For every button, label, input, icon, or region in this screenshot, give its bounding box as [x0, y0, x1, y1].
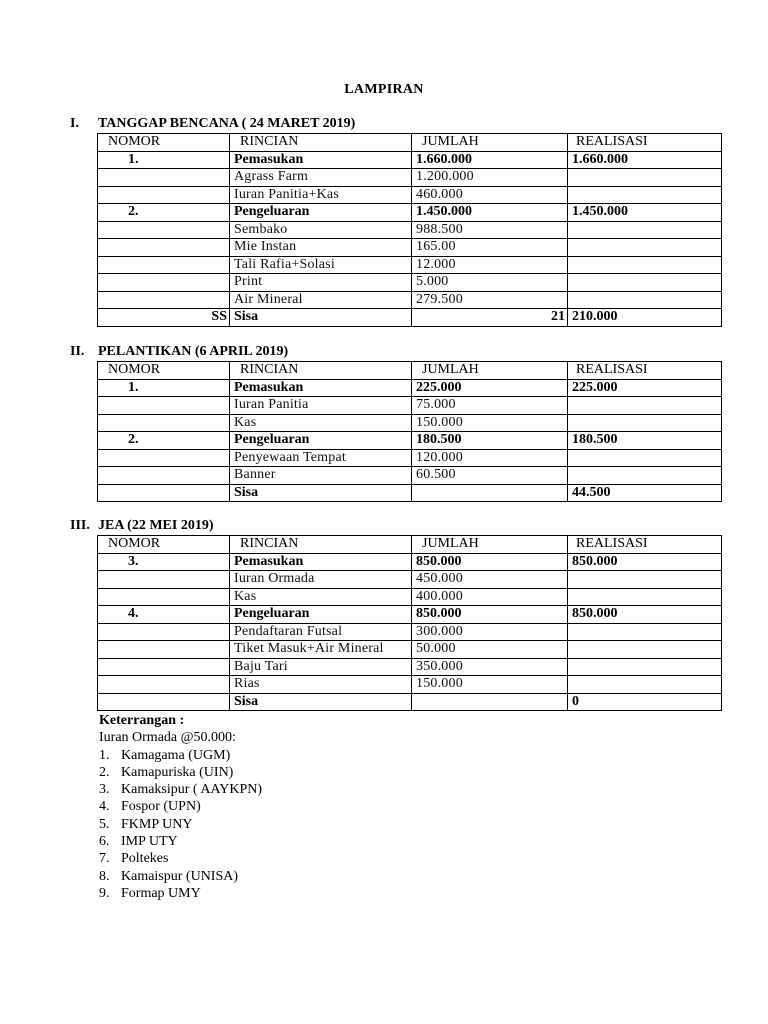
cell-jumlah: 225.000 [412, 379, 568, 397]
cell-realisasi: 225.000 [568, 379, 722, 397]
cell-nomor: 1. [98, 379, 230, 397]
cell-jumlah: 21 [412, 309, 568, 327]
cell-realisasi: 0 [568, 693, 722, 711]
cell-nomor [98, 291, 230, 309]
table-row [98, 204, 722, 222]
ledger-table [97, 535, 722, 711]
table-header-row [98, 362, 722, 380]
cell-jumlah [412, 693, 568, 711]
section-heading [70, 518, 214, 534]
table-row [98, 379, 722, 397]
cell-nomor [98, 658, 230, 676]
list-item [99, 816, 262, 833]
list-item [99, 868, 262, 885]
cell-jumlah: 988.500 [412, 221, 568, 239]
header-rincian: RINCIAN [230, 134, 412, 152]
cell-realisasi [568, 676, 722, 694]
table-header-row [98, 536, 722, 554]
cell-jumlah: 60.500 [412, 467, 568, 485]
cell-rincian: Banner [230, 467, 412, 485]
cell-realisasi: 1.450.000 [568, 204, 722, 222]
table-row [98, 641, 722, 659]
cell-realisasi [568, 186, 722, 204]
cell-rincian: Iuran Ormada [230, 571, 412, 589]
cell-nomor: 4. [98, 606, 230, 624]
cell-rincian: Pemasukan [230, 151, 412, 169]
ledger-table [97, 361, 722, 502]
cell-nomor [98, 467, 230, 485]
cell-rincian: Baju Tari [230, 658, 412, 676]
table-row [98, 221, 722, 239]
table-row [98, 274, 722, 292]
cell-rincian: Iuran Panitia [230, 397, 412, 415]
cell-realisasi [568, 571, 722, 589]
cell-jumlah: 120.000 [412, 449, 568, 467]
page-title: LAMPIRAN [344, 82, 424, 97]
list-item-text: Kamaispur (UNISA) [121, 868, 239, 884]
cell-realisasi [568, 641, 722, 659]
cell-nomor [98, 221, 230, 239]
table-row [98, 676, 722, 694]
table-row [98, 623, 722, 641]
cell-jumlah: 1.660.000 [412, 151, 568, 169]
list-item [99, 764, 262, 781]
list-item-number: 6. [99, 834, 110, 850]
cell-realisasi [568, 239, 722, 257]
cell-jumlah [412, 484, 568, 502]
cell-rincian: Pemasukan [230, 553, 412, 571]
cell-nomor [98, 186, 230, 204]
list-item-text: Fospor (UPN) [121, 799, 201, 815]
cell-jumlah: 50.000 [412, 641, 568, 659]
cell-nomor [98, 274, 230, 292]
cell-rincian: Tiket Masuk+Air Mineral [230, 641, 412, 659]
cell-nomor [98, 693, 230, 711]
table-row [98, 239, 722, 257]
cell-rincian: Pengeluaran [230, 204, 412, 222]
cell-jumlah: 150.000 [412, 676, 568, 694]
table-row [98, 588, 722, 606]
cell-jumlah: 400.000 [412, 588, 568, 606]
cell-rincian: Print [230, 274, 412, 292]
list-item-text: Kamapuriska (UIN) [121, 764, 234, 780]
cell-rincian: Sisa [230, 693, 412, 711]
cell-realisasi [568, 658, 722, 676]
cell-nomor [98, 588, 230, 606]
notes-heading: Keterrangan : [99, 713, 185, 728]
cell-rincian: Iuran Panitia+Kas [230, 186, 412, 204]
cell-rincian: Pendaftaran Futsal [230, 623, 412, 641]
cell-realisasi: 210.000 [568, 309, 722, 327]
cell-nomor [98, 571, 230, 589]
cell-nomor: 3. [98, 553, 230, 571]
cell-jumlah: 75.000 [412, 397, 568, 415]
header-rincian: RINCIAN [230, 362, 412, 380]
ledger-table [97, 133, 722, 327]
header-jumlah: JUMLAH [412, 536, 568, 554]
list-item-number: 8. [99, 868, 110, 884]
list-item-text: Formap UMY [121, 885, 201, 901]
cell-realisasi [568, 449, 722, 467]
list-item [99, 885, 262, 902]
section-number: III. [70, 518, 90, 533]
table-row [98, 467, 722, 485]
cell-realisasi [568, 467, 722, 485]
list-item-number: 3. [99, 782, 110, 798]
cell-jumlah: 850.000 [412, 606, 568, 624]
list-item-text: Kamaksipur ( AAYKPN) [121, 782, 263, 798]
cell-nomor: 1. [98, 151, 230, 169]
cell-realisasi: 1.660.000 [568, 151, 722, 169]
table-row [98, 571, 722, 589]
list-item-number: 7. [99, 851, 110, 867]
cell-realisasi [568, 169, 722, 187]
cell-rincian: Agrass Farm [230, 169, 412, 187]
cell-realisasi [568, 397, 722, 415]
table-row [98, 449, 722, 467]
cell-rincian: Rias [230, 676, 412, 694]
cell-rincian: Pengeluaran [230, 606, 412, 624]
cell-realisasi: 44.500 [568, 484, 722, 502]
table-header-row [98, 134, 722, 152]
cell-rincian: Air Mineral [230, 291, 412, 309]
section-number: II. [70, 344, 85, 359]
cell-nomor [98, 256, 230, 274]
table-row [98, 432, 722, 450]
cell-rincian: Kas [230, 414, 412, 432]
notes-list [99, 747, 262, 903]
cell-jumlah: 450.000 [412, 571, 568, 589]
list-item-text: Poltekes [121, 851, 169, 867]
cell-nomor [98, 414, 230, 432]
table-row [98, 256, 722, 274]
header-realisasi: REALISASI [568, 362, 722, 380]
list-item-number: 1. [99, 747, 110, 763]
cell-nomor: SS [98, 309, 230, 327]
list-item-text: FKMP UNY [121, 816, 193, 832]
list-item [99, 781, 262, 798]
header-rincian: RINCIAN [230, 536, 412, 554]
table-row [98, 397, 722, 415]
table-row [98, 553, 722, 571]
cell-nomor [98, 676, 230, 694]
cell-jumlah: 460.000 [412, 186, 568, 204]
table-row [98, 658, 722, 676]
cell-nomor [98, 169, 230, 187]
cell-nomor [98, 449, 230, 467]
cell-jumlah: 300.000 [412, 623, 568, 641]
list-item [99, 833, 262, 850]
list-item [99, 798, 262, 815]
header-nomor: NOMOR [98, 536, 230, 554]
list-item-number: 5. [99, 816, 110, 832]
cell-realisasi [568, 291, 722, 309]
section-heading [70, 116, 355, 132]
cell-rincian: Sembako [230, 221, 412, 239]
list-item-number: 9. [99, 885, 110, 901]
cell-rincian: Mie Instan [230, 239, 412, 257]
section-title: TANGGAP BENCANA ( 24 MARET 2019) [98, 116, 356, 131]
cell-jumlah: 165.00 [412, 239, 568, 257]
header-jumlah: JUMLAH [412, 134, 568, 152]
cell-nomor: 2. [98, 204, 230, 222]
cell-realisasi [568, 588, 722, 606]
cell-rincian: Sisa [230, 309, 412, 327]
cell-rincian: Pengeluaran [230, 432, 412, 450]
cell-jumlah: 180.500 [412, 432, 568, 450]
cell-realisasi [568, 221, 722, 239]
section-title: PELANTIKAN (6 APRIL 2019) [98, 344, 289, 359]
table-row [98, 606, 722, 624]
cell-realisasi [568, 256, 722, 274]
table-row [98, 291, 722, 309]
list-item-text: Kamagama (UGM) [121, 747, 231, 763]
sisa-row [98, 309, 722, 327]
cell-rincian: Pemasukan [230, 379, 412, 397]
table-row [98, 169, 722, 187]
cell-jumlah: 1.200.000 [412, 169, 568, 187]
cell-jumlah: 5.000 [412, 274, 568, 292]
section-heading [70, 344, 288, 360]
list-item [99, 850, 262, 867]
cell-realisasi [568, 274, 722, 292]
cell-nomor: 2. [98, 432, 230, 450]
cell-jumlah: 1.450.000 [412, 204, 568, 222]
cell-realisasi [568, 414, 722, 432]
cell-nomor [98, 623, 230, 641]
cell-rincian: Sisa [230, 484, 412, 502]
list-item [99, 747, 262, 764]
header-nomor: NOMOR [98, 134, 230, 152]
list-item-number: 2. [99, 764, 110, 780]
cell-nomor [98, 484, 230, 502]
list-item-number: 4. [99, 799, 110, 815]
sisa-row [98, 484, 722, 502]
notes-block [99, 712, 262, 902]
section-title: JEA (22 MEI 2019) [98, 518, 214, 533]
cell-nomor [98, 397, 230, 415]
cell-jumlah: 12.000 [412, 256, 568, 274]
list-item-text: IMP UTY [121, 834, 178, 850]
table-row [98, 186, 722, 204]
header-jumlah: JUMLAH [412, 362, 568, 380]
header-realisasi: REALISASI [568, 134, 722, 152]
sisa-row [98, 693, 722, 711]
notes-subheading: Iuran Ormada @50.000: [99, 730, 236, 746]
cell-nomor [98, 641, 230, 659]
cell-realisasi: 850.000 [568, 553, 722, 571]
cell-jumlah: 350.000 [412, 658, 568, 676]
cell-jumlah: 150.000 [412, 414, 568, 432]
cell-rincian: Penyewaan Tempat [230, 449, 412, 467]
cell-rincian: Tali Rafia+Solasi [230, 256, 412, 274]
cell-jumlah: 279.500 [412, 291, 568, 309]
header-realisasi: REALISASI [568, 536, 722, 554]
cell-nomor [98, 239, 230, 257]
cell-realisasi: 180.500 [568, 432, 722, 450]
section-number: I. [70, 116, 79, 131]
table-row [98, 151, 722, 169]
cell-realisasi [568, 623, 722, 641]
cell-jumlah: 850.000 [412, 553, 568, 571]
cell-rincian: Kas [230, 588, 412, 606]
header-nomor: NOMOR [98, 362, 230, 380]
cell-realisasi: 850.000 [568, 606, 722, 624]
table-row [98, 414, 722, 432]
